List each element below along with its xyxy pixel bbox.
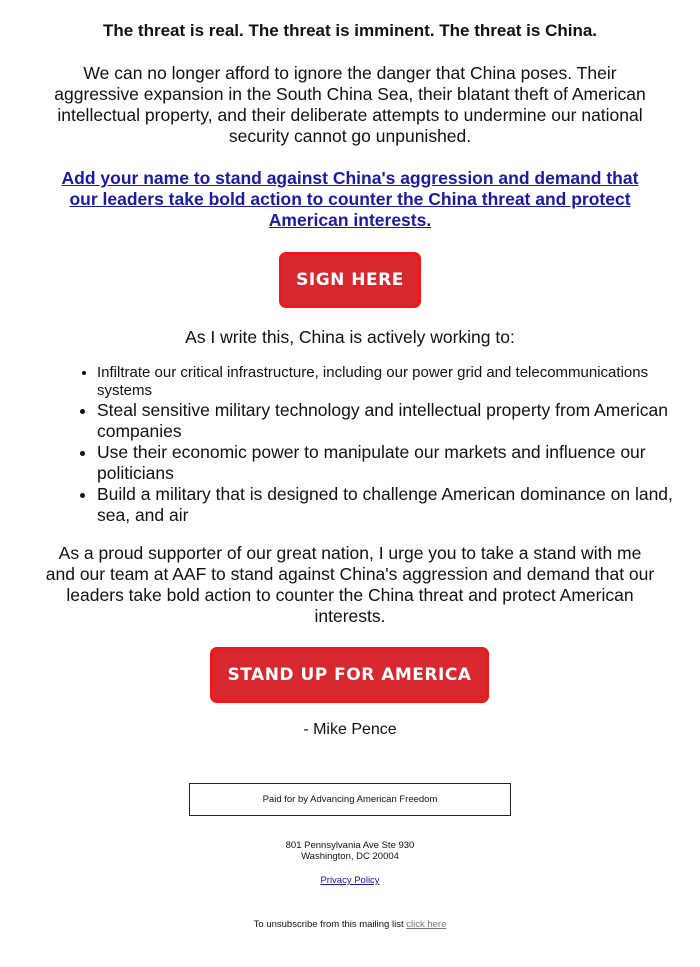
sign-here-button[interactable]: SIGN HERE (279, 252, 421, 308)
list-item: • Use their economic power to manipulate our markets and influence our politicians (97, 442, 682, 484)
paid-for-text: Paid for by Advancing American Freedom (262, 794, 438, 805)
list-item: • Steal sensitive military technology and intellectual property from American companies (97, 400, 682, 442)
stand-up-button[interactable]: STAND UP FOR AMERICA (210, 647, 489, 703)
unsubscribe-text: To unsubscribe from this mailing list (253, 919, 404, 930)
list-intro: As I write this, China is actively working to: (185, 327, 515, 347)
mailing-address (0, 840, 700, 862)
address-line-1: 801 Pennsylvania Ave Ste 930 (285, 840, 415, 851)
headline: The threat is real. The threat is imminent. The threat is China. (102, 21, 598, 40)
threat-list (56, 364, 682, 526)
paid-for-disclaimer (189, 783, 511, 816)
unsubscribe-link[interactable]: click here (406, 919, 447, 930)
petition-link-container (60, 168, 640, 231)
privacy-container (0, 875, 700, 886)
list-item: • Build a military that is designed to challenge American dominance on land, sea, and air (97, 484, 682, 526)
appeal-paragraph: As a proud supporter of our great nation, I urge you to take a stand with me and our team at AAF to stand against China's aggression and demand that our leaders take bold action to counter the China threat and protect American interests. (45, 543, 655, 626)
address-line-2: Washington, DC 20004 (301, 851, 399, 862)
intro-paragraph: We can no longer afford to ignore the danger that China poses. Their aggressive expansion in the South China Sea, their blatant theft of American intellectual property, and their deliberate attempts to undermine our national security cannot go unpunished. (54, 63, 646, 146)
petition-link[interactable]: Add your name to stand against China's aggression and demand that our leaders take bold action to counter the China threat and protect American interests. (61, 168, 639, 230)
unsubscribe-line (0, 919, 700, 930)
signature: - Mike Pence (303, 721, 397, 738)
privacy-policy-link[interactable]: Privacy Policy (320, 875, 380, 886)
list-item: • Infiltrate our critical infrastructure, including our power grid and telecommunications systems (97, 364, 682, 400)
